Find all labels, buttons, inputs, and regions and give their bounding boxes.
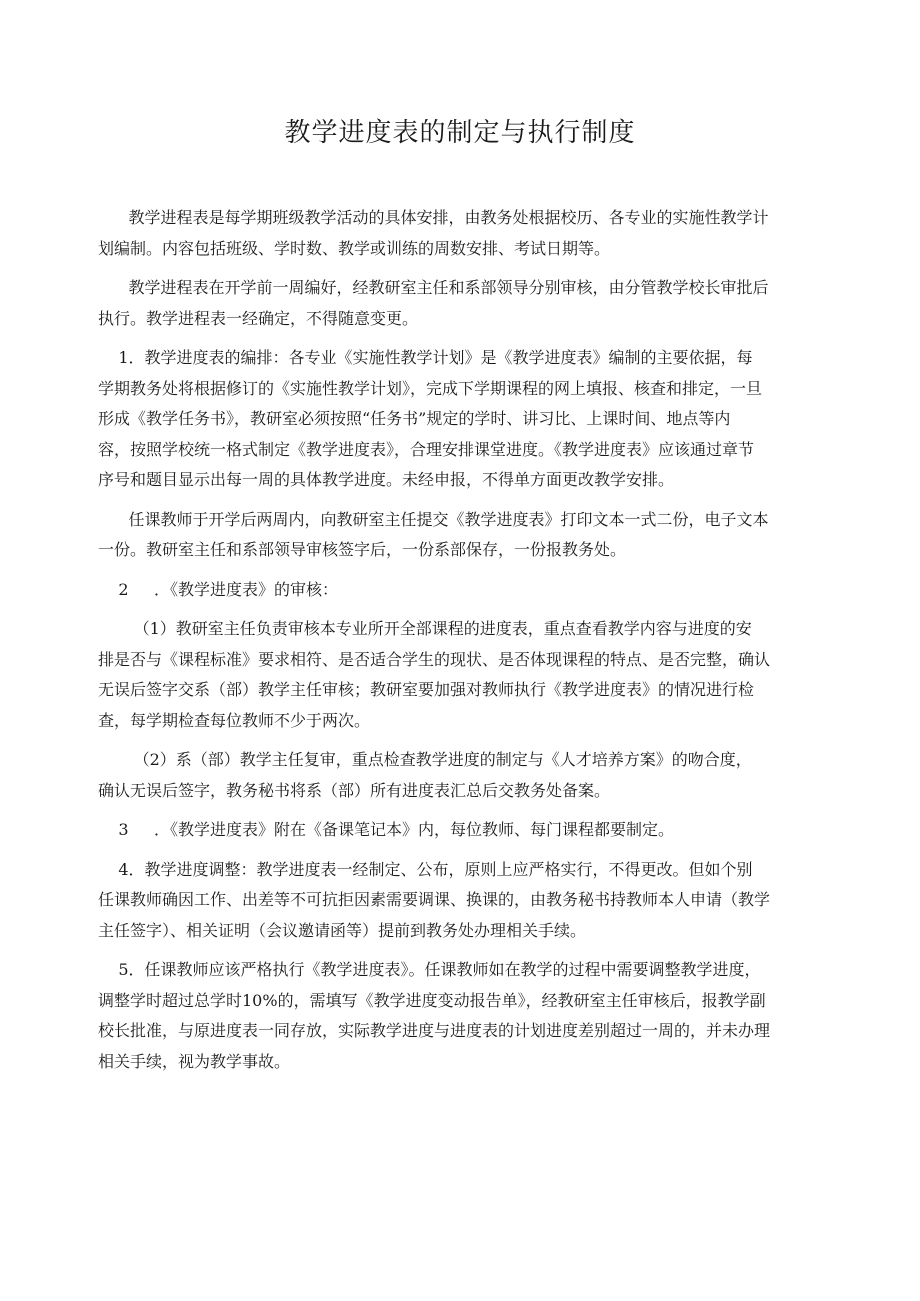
body-text-line: 相关手续，视为教学事故。 (98, 1051, 291, 1071)
body-text-line: 任课教师于开学后两周内，向教研室主任提交《教学进度表》打印文本一式二份，电子文本 (98, 509, 769, 529)
body-text-line: （2）系（部）教学主任复审，重点检查教学进度的制定与《人才培养方案》的吻合度， (98, 750, 752, 769)
body-text-line: （1）教研室主任负责审核本专业所开全部课程的进度表，重点查看教学内容与进度的安 (98, 619, 752, 638)
paragraph-gap (98, 334, 834, 343)
body-text-line: 教学进程表在开学前一周编好，经教研室主任和系部领导分别审核，由分管教学校长审批后 (98, 278, 769, 297)
body-text-line: 1．教学进度表的编排：各专业《实施性教学计划》是《教学进度表》编制的主要依据，每 (98, 348, 753, 367)
body-text-line: 排是否与《课程标准》要求相符、是否适合学生的现状、是否体现课程的特点、是否完整，确认 (98, 649, 771, 669)
body-text-line: 任课教师确因工作、出差等不可抗拒因素需要调课、换课的，由教务秘书持教师本人申请（教学 (98, 890, 771, 909)
body-text-line: 无误后签字交系（部）教学主任审核；教研室要加强对教师执行《教学进度表》的情况进行检 (98, 680, 755, 699)
paragraph-gap (98, 846, 834, 855)
document-body (98, 203, 834, 1077)
paragraph-gap (98, 605, 834, 614)
body-text-line: 2 ．《教学进度表》的审核： (98, 579, 338, 599)
body-text-line: 序号和题目显示出每一周的具体教学进度。未经申报，不得单方面更改教学安排。 (98, 470, 675, 489)
body-text-line: 3 ．《教学进度表》附在《备课笔记本》内，每位教师、每门课程都要制定。 (98, 820, 674, 839)
body-text-line: 校长批准，与原进度表一同存放，实际教学进度与进度表的计划进度差别超过一周的，并未办理 (98, 1021, 771, 1040)
paragraph-gap (98, 946, 834, 955)
body-text-line: 一份。教研室主任和系部领导审核签字后，一份系部保存，一份报教务处。 (98, 540, 627, 559)
body-text-line: 形成《教学任务书》，教研室必须按照“任务书”规定的学时、讲习比、上课时间、地点等内 (98, 409, 731, 428)
body-text-line: 容，按照学校统一格式制定《教学进度表》，合理安排课堂进度。《教学进度表》应该通过章节 (98, 439, 755, 459)
body-text-line: 调整学时超过总学时10%的，需填写《教学进度变动报告单》，经教研室主任审核后，报教学副 (98, 990, 766, 1010)
body-text-line: 主任签字）、相关证明（会议邀请函等）提前到教务处办理相关手续。 (98, 920, 587, 940)
body-text-line: 教学进程表是每学期班级教学活动的具体安排，由教务处根据校历、各专业的实施性教学计 (98, 208, 769, 227)
body-text-line: 4．教学进度调整：教学进度表一经制定、公布，原则上应严格实行，不得更改。但如个别 (98, 859, 753, 879)
body-text-line: 学期教务处将根据修订的《实施性教学计划》，完成下学期课程的网上填报、核查和排定，一旦 (98, 378, 763, 398)
paragraph-gap (98, 566, 834, 575)
body-text-line: 查，每学期检查每位教师不少于两次。 (98, 710, 371, 730)
paragraph-gap (98, 496, 834, 505)
paragraph-gap (98, 736, 834, 745)
document-title: 教学进度表的制定与执行制度 (284, 118, 636, 148)
body-text-line: 划编制。内容包括班级、学时数、教学或训练的周数安排、考试日期等。 (98, 238, 611, 258)
paragraph-gap (98, 264, 834, 273)
body-text-line: 5．任课教师应该严格执行《教学进度表》。任课教师如在教学的过程中需要调整教学进度， (98, 960, 761, 979)
paragraph-gap (98, 806, 834, 815)
body-text-line: 确认无误后签字，教务秘书将系（部）所有进度表汇总后交教务处备案。 (98, 780, 611, 800)
body-text-line: 执行。教学进程表一经确定，不得随意变更。 (98, 308, 419, 328)
